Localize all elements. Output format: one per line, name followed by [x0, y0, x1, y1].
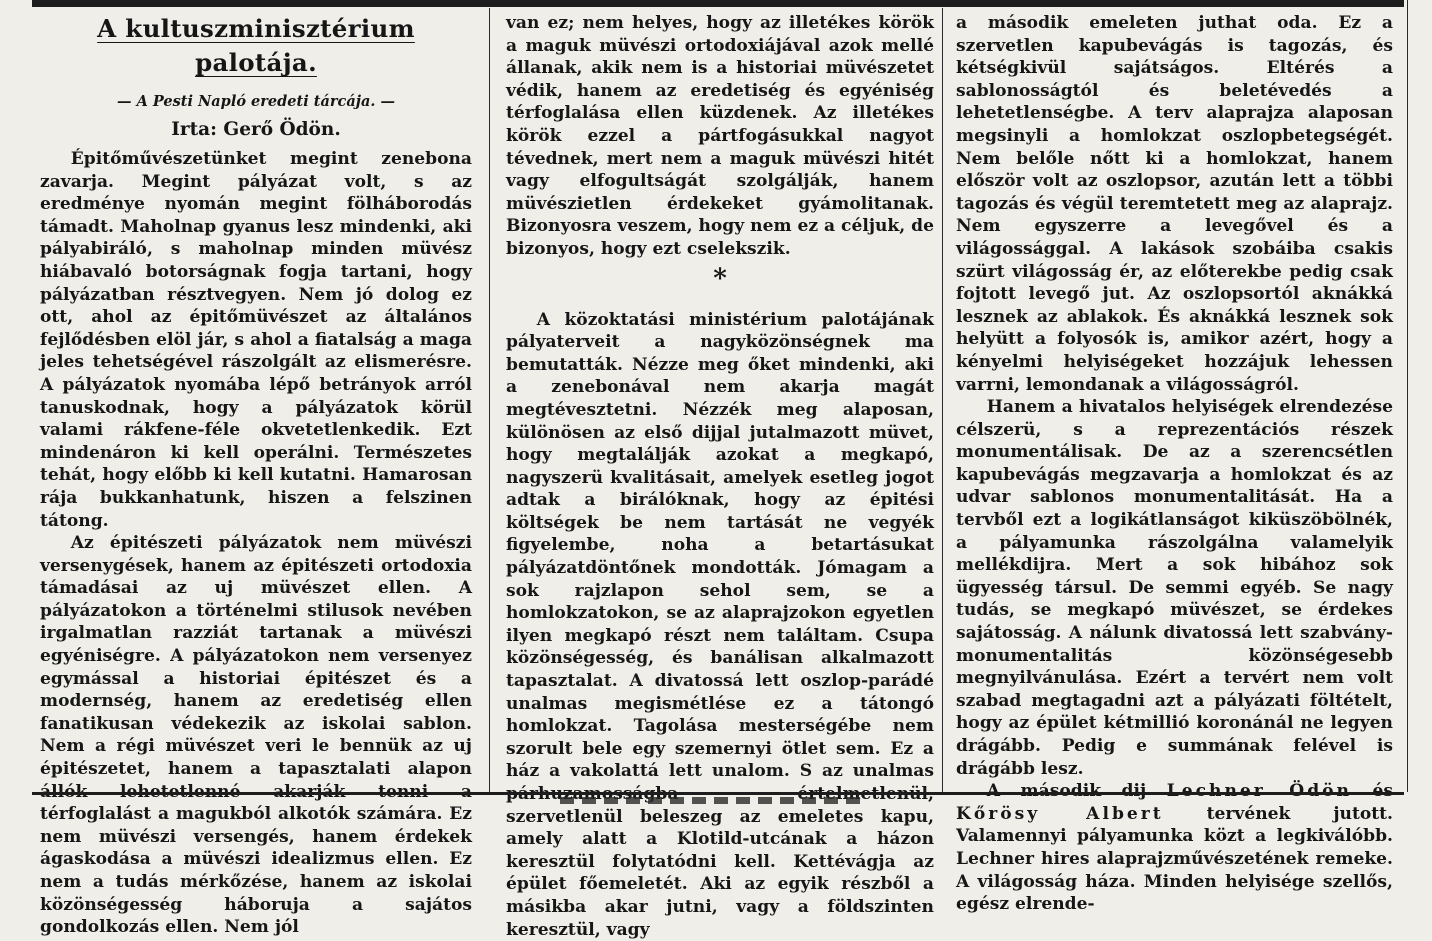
- author-name: Kőrösy Albert: [956, 803, 1164, 824]
- cropped-text-remnant: [560, 797, 860, 804]
- column-2: [506, 12, 935, 940]
- column-1: [40, 12, 472, 938]
- top-rule: [32, 0, 1404, 7]
- paragraph: A közoktatási ministérium palotájának pályaterveit a nagyközönségnek ma bemutatták. Nézze meg őket mindenki, aki a zenebonával nem akarja magát megtévesztetni. Nézzék meg alaposan, különösen az első dijjal jutalmazott müvet, hogy megtalálják azokat a megkapó, nagyszerü kvalitásait, amelyek esetleg jogot adtak a birálóknak, hogy az épitési költségek be nem tartását ne vegyék figyelembe, noha a betartásukat pályázatdöntőnek mondották. Jómagam a sok rajzlapon sehol sem, se a homlokzatokon, se az alaprajzokon egyetlen ilyen megkapó részt nem találtam. Csupa közönségesség, és banálisan alkalmazott tapasztalat. A divatossá lett oszlop-parádé unalmas megismétlése ez a tátongó homlokzat. Tagolása mesterségébe nem szorult bele egy szemernyi ötlet sem. Ez a ház a vakolattá lett unalom. S az unalmas szervetlenül beleszeg az emeletes kapu, amely alatt a Klotild-utcának a házon keresztül folytatódni kell. Kettévágja az épület főemeletét. Aki az egyik részből a másikba akar jutni, vagy a földszinten keresztül, vagy: [506, 309, 934, 940]
- right-border: [1407, 0, 1408, 792]
- column-divider: [489, 8, 490, 792]
- paragraph: [956, 780, 1393, 916]
- section-separator: *: [713, 263, 727, 294]
- column-3: [956, 12, 1393, 915]
- paragraph: a második emeleten juthat oda. Ez a szervetlen kapubevágás is tagozás, és kétségkivül sajátságos. Eltérés a sablonosságtól és beletévedés a lehetetlenségbe. A terv alaprajza alaposan megsinyli a homlokzat oszlopbetegségét. Nem belőle nőtt ki a homlokzat, hanem először volt az oszlopsor, azután lett a többi tagozás és végül teremtetett meg az alaprajz. Nem egyszerre a levegővel és a világossággal. A lakások szobáiba csakis szürt világosság ér, az előterekbe pedig csak fojtott levegő jut. Az oszlopsortól aknákká lesznek az ablakok. És aknákká lesznek sok helyütt a folyosók is, amikor azért, hogy a kényelmi helyiségeket hozzájuk lehessen varrni, lemondanak a világosságról.: [956, 13, 1393, 395]
- paragraph-text: tervének jutott. Valamennyi pályamunka közt a legkiválóbb. Lechner hires alaprajzművészetének remeke. A világosság háza. Minden helyisége szellős, egész elrende-: [956, 803, 1393, 915]
- paragraph: Az épitészeti pályázatok nem müvészi versenygések, hanem az épitészeti ortodoxia támadásai az uj müvészet ellen. A pályázatokon a történelmi stilusok nevében irgalmatlan razziát tartanak a müvészi egyéniségre. A pályázatokon nem versenyez egymással a historiai épitészet és a modernség, hanem az eredetiség ellen fanatikusan védekezik az iskolai sablon. Nem a régi müvészet veri le bennük az uj épitészetet, hanem a tapasztalati alapon térfoglalást a magukból alkotók számára. Ez nem müvészi versengés, hanem érdekek ágaskodása a müvészi idealizmus ellen. Ez nem a tudás mérkőzése, hanem az iskolai közönségesség háboruja a sajátos gondolkozás ellen. Nem jól: [40, 533, 472, 938]
- article-subtitle: — A Pesti Napló eredeti tárcája. —: [117, 93, 395, 110]
- column-divider: [942, 8, 943, 792]
- article-title: A kultuszminisztérium palotája.: [97, 14, 415, 77]
- paragraph: Hanem a hivatalos helyiségek elrendezése célszerü, s a reprezentációs részek monumentálisak. De az a szerencsétlen kapubevágás megzavarja a homlokzat és az udvar sablonos monumentalitását. Ha a tervből ezt a logikátlanságot kiküszöbölnék, a pályamunka rászolgálna valamelyik mellékdijra. Mert a sok hibához sok ügyesség társul. De semmi egyéb. Se nagy tudás, se megkapó müvészet, se érdekes sajátosság. A nálunk divatossá lett szabvány-monumentalitás közönségesebb megnyilvánulása. Ezért a tervért nem volt szabad megtagadni azt a pályázati föltételt, hogy az épület kétmillió koronánál ne legyen drágább. Pedig e summának felével is drágább lesz.: [956, 397, 1393, 779]
- paragraph: Épitőművészetünket megint zenebona zavarja. Megint pályázat volt, s az eredménye nyomán megint fölháborodás támadt. Maholnap gyanus lesz mindenki, aki pályabiráló, s maholnap minden müvész hiábavaló botorságnak fogja tartani, hogy pályázatban résztvegyen. Nem jó dolog ez ott, ahol az épitőmüvészet az általános fejlődésben elöl jár, s ahol a fiatalság a maga jeles tehetségével rászolgált az elismerésre. A pályázatok nyomába lépő betrányok arról tanuskodnak, hogy a pályázatok körül valami rákfene-féle okvetetlenkedik. Ezt mindenáron ki kell operálni. Természetes tehát, hogy előbb ki kell kutatni. Hamarosan rája bukkanhatunk, hiszen a felszinen tátong.: [40, 149, 472, 531]
- article-byline: Irta: Gerő Ödön.: [171, 119, 341, 140]
- bottom-rule: [32, 792, 1404, 795]
- paragraph: van ez; nem helyes, hogy az illetékes körök a maguk müvészi ortodoxiájával azok mellé állanak, akik nem is a historiai müvészetet védik, hanem az eredetiség és egyéniség térfoglalása ellen küzdenek. Az illetékes körök ezzel a pártfogásukkal nagyot tévednek, mert nem a maguk müvészi hitét vagy elfogultságát szolgálják, hanem müvészietlen érdekeket gyámolitanak. Bizonyosra veszem, hogy nem ez a céljuk, de bizonyos, hogy ezt cselekszik.: [506, 13, 935, 259]
